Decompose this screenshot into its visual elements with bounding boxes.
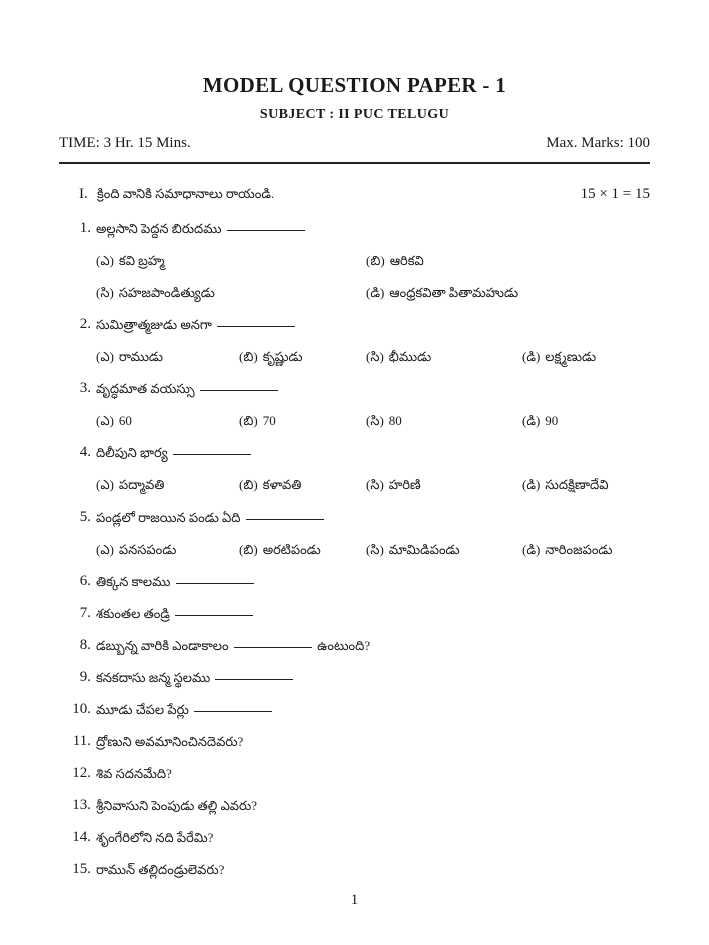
- section-instruction: క్రింది వానికి సమాధానాలు రాయండి.: [97, 186, 275, 201]
- option: (బి) 70: [239, 413, 276, 428]
- option: (డి) లక్ష్మణుడు: [522, 349, 597, 364]
- question-row: [0, 859, 709, 883]
- question-row: [0, 763, 709, 787]
- question-row: [0, 699, 709, 723]
- time-allowed: TIME: 3 Hr. 15 Mins.: [59, 135, 191, 151]
- options-row: [0, 539, 709, 563]
- question-text: తిక్కన కాలము: [96, 574, 256, 593]
- option: (సి) హరిణి: [366, 477, 421, 492]
- question-text: రామున్ తల్లిదండ్రులెవరు?: [96, 862, 225, 877]
- question-row: [0, 571, 709, 595]
- option: (ఎ) 60: [96, 413, 132, 428]
- options-row: [0, 474, 709, 498]
- option: (బి) కళావతి: [239, 477, 302, 492]
- question-row: [0, 507, 709, 531]
- question-number: 15.: [72, 861, 91, 877]
- question-number: 13.: [72, 797, 91, 813]
- question-text: మూడు చేపల పేర్లు: [96, 702, 274, 721]
- options-row: [0, 410, 709, 434]
- question-text: కనకదాసు జన్మ స్థలము: [96, 670, 295, 689]
- max-marks: Max. Marks: 100: [546, 135, 650, 151]
- option: (ఎ) రాముడు: [96, 349, 164, 364]
- option: (సి) భీముడు: [366, 349, 432, 364]
- question-number: 14.: [72, 829, 91, 845]
- answer-blank: [194, 711, 272, 712]
- options-row: [0, 346, 709, 370]
- option: (సి) సహజపాండిత్యుడు: [96, 285, 215, 300]
- question-row: [0, 218, 709, 242]
- option: (ఎ) పనసపండు: [96, 542, 177, 557]
- answer-blank: [173, 454, 251, 455]
- options-row: [0, 282, 709, 306]
- option: (బి) ఆరికవి: [366, 253, 424, 268]
- question-row: [0, 795, 709, 819]
- option: (ఎ) కవి బ్రహ్మ: [96, 253, 165, 268]
- subject-line: SUBJECT : II PUC TELUGU: [259, 107, 450, 122]
- question-number: 4.: [79, 444, 91, 460]
- question-number: 5.: [79, 509, 91, 525]
- question-text: సుమిత్రాత్మజుడు అనగా: [96, 317, 297, 336]
- page-number: 1: [350, 892, 359, 908]
- option: (డి) ఆంధ్రకవితా పితామహుడు: [366, 285, 519, 300]
- question-number: 2.: [79, 316, 91, 332]
- option: (ఎ) పద్మావతి: [96, 477, 165, 492]
- question-number: 9.: [79, 669, 91, 685]
- answer-blank: [175, 615, 253, 616]
- question-number: 3.: [79, 380, 91, 396]
- question-text: దిలీపుని భార్య: [96, 445, 253, 464]
- option: (బి) కృష్ణుడు: [239, 349, 303, 364]
- question-row: [0, 731, 709, 755]
- question-number: 1.: [79, 220, 91, 236]
- answer-blank: [227, 230, 305, 231]
- question-row: [0, 378, 709, 402]
- question-number: 11.: [72, 733, 91, 749]
- answer-blank: [217, 326, 295, 327]
- header-divider: [59, 162, 650, 164]
- answer-blank: [200, 390, 278, 391]
- question-number: 10.: [72, 701, 91, 717]
- options-row: [0, 250, 709, 274]
- question-row: [0, 442, 709, 466]
- question-text: ద్రోణుని అవమానించినదెవరు?: [96, 734, 244, 749]
- question-number: 8.: [79, 637, 91, 653]
- question-row: [0, 635, 709, 659]
- answer-blank: [176, 583, 254, 584]
- question-row: [0, 314, 709, 338]
- section-marks: 15 × 1 = 15: [580, 186, 650, 202]
- answer-blank: [215, 679, 293, 680]
- question-text: శకుంతల తండ్రి: [96, 606, 255, 625]
- question-row: [0, 667, 709, 691]
- question-text: శివ సదనమేది?: [96, 766, 172, 781]
- option: (సి) మామిడిపండు: [366, 542, 460, 557]
- page-title: MODEL QUESTION PAPER - 1: [202, 73, 507, 97]
- question-number: 7.: [79, 605, 91, 621]
- option: (డి) 90: [522, 413, 559, 428]
- question-row: [0, 827, 709, 851]
- question-number: 6.: [79, 573, 91, 589]
- option: (బి) అరటిపండు: [239, 542, 321, 557]
- answer-blank: [234, 647, 312, 648]
- answer-blank: [246, 519, 324, 520]
- question-text: అల్లసాని పెద్దన బిరుదము: [96, 221, 307, 240]
- question-text: శృంగేరిలోని నది పేరేమి?: [96, 830, 214, 845]
- question-text: వృద్ధమాత వయస్సు: [96, 381, 280, 400]
- question-text: శ్రీనివాసుని పెంపుడు తల్లి ఎవరు?: [96, 798, 258, 813]
- option: (డి) సుదక్షిణాదేవి: [522, 477, 609, 492]
- question-row: [0, 603, 709, 627]
- question-number: 12.: [72, 765, 91, 781]
- question-text: డబ్బున్న వారికి ఎండాకాలం ఉంటుంది?: [96, 638, 371, 653]
- question-text: పండ్లలో రాజయిన పండు ఏది: [96, 510, 326, 529]
- option: (డి) నారింజపండు: [522, 542, 613, 557]
- section-number: I.: [79, 186, 88, 202]
- option: (సి) 80: [366, 413, 402, 428]
